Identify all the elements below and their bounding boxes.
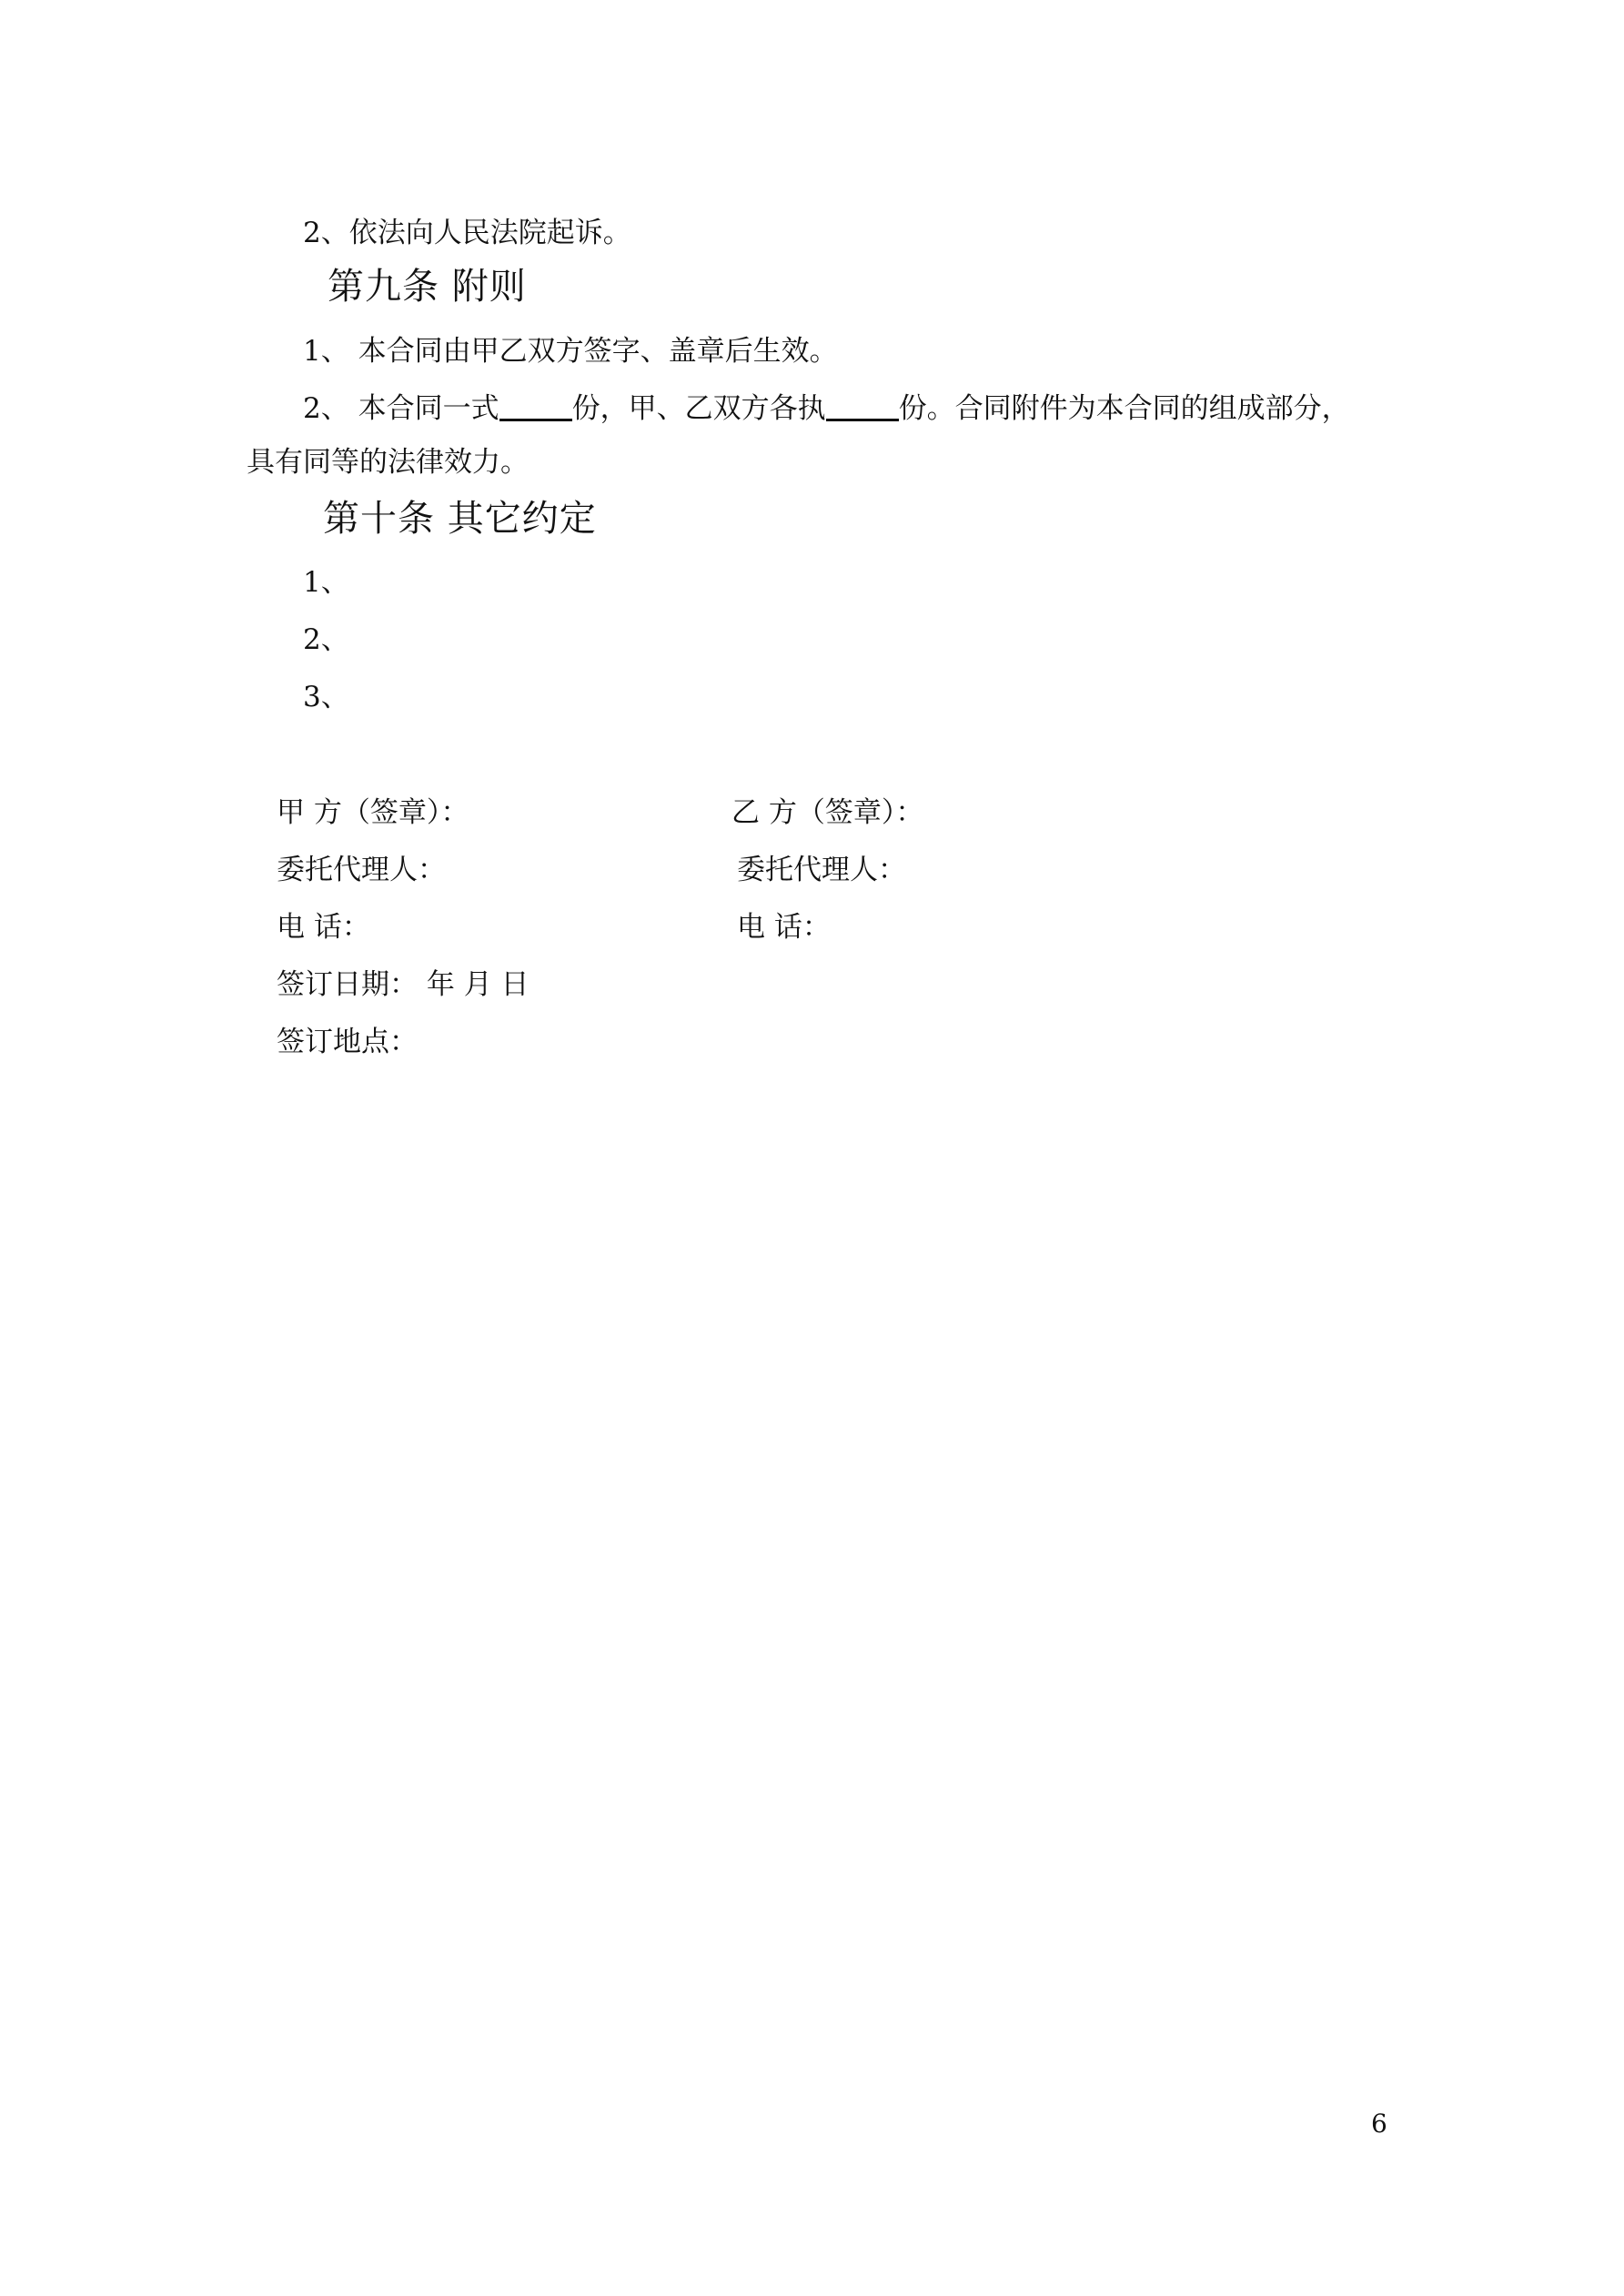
page-number: 6 [1371, 2109, 1387, 2139]
article-9-item-1: 1、 本合同由甲乙双方签字、盖章后生效。 [303, 335, 838, 368]
article-9-item-2-continued: 具有同等的法律效力。 [247, 446, 529, 479]
article-10-item-2: 2、 [303, 623, 349, 656]
signing-date-label: 签订日期： 年 月 日 [277, 968, 530, 1001]
article-9-item-2-text-c: 份。合同附件为本合同的组成部分， [898, 392, 1350, 425]
article-10-heading: 第十条 其它约定 [323, 498, 597, 540]
article-9-item-2-text-a: 2、 本合同一式 [303, 392, 499, 425]
party-a-signature-label: 甲 方（签章）： [277, 796, 469, 829]
article-10-item-3: 3、 [303, 681, 349, 713]
copies-each-blank[interactable] [826, 391, 899, 421]
clause-sue-court: 2、依法向人民法院起诉。 [303, 217, 631, 249]
article-9-item-2-text-b: 份，甲、乙双方各执 [571, 392, 826, 425]
signing-place-label: 签订地点： [277, 1026, 418, 1058]
article-9-heading: 第九条 附则 [328, 266, 527, 308]
party-a-phone-label: 电 话： [277, 911, 370, 944]
party-a-agent-label: 委托代理人： [277, 854, 446, 886]
party-b-phone-label: 电 话： [737, 911, 831, 944]
copies-total-blank[interactable] [499, 391, 572, 421]
party-b-signature-label: 乙 方（签章）： [731, 796, 924, 829]
article-9-item-2 [303, 390, 1350, 427]
party-b-agent-label: 委托代理人： [737, 854, 906, 886]
article-10-item-1: 1、 [303, 566, 349, 599]
